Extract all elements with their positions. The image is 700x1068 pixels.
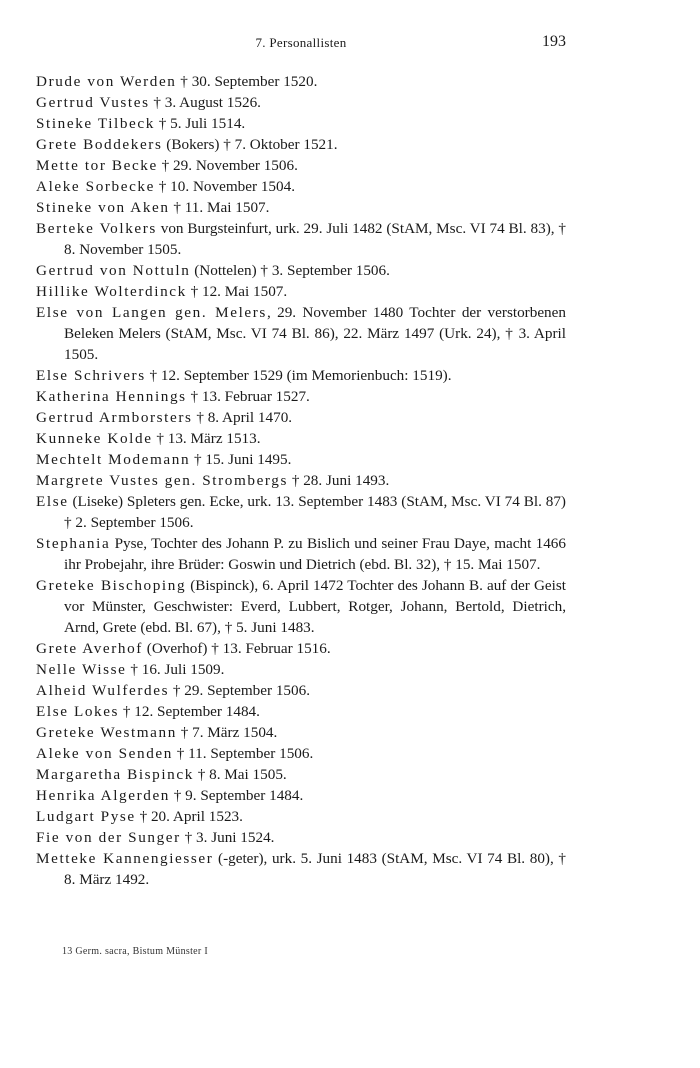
entry-name: Katherina Hennings [36, 388, 187, 405]
entry-name: Metteke Kannengiesser [36, 850, 214, 867]
list-item [36, 155, 566, 176]
entry-text: (Bokers) † 7. Oktober 1521. [162, 136, 338, 153]
entry-name: Nelle Wisse [36, 661, 127, 678]
entry-name: Aleke Sorbecke [36, 178, 155, 195]
list-item [36, 218, 566, 260]
entry-name: Fie von der Sunger [36, 829, 181, 846]
list-item [36, 785, 566, 806]
entry-text: † 12. September 1529 (im Memorienbuch: 1519). [145, 367, 452, 384]
entry-name: Gertrud Vustes [36, 94, 150, 111]
list-item [36, 764, 566, 785]
entry-text: (Nottelen) † 3. September 1506. [190, 262, 390, 279]
list-item [36, 491, 566, 533]
entry-name: Kunneke Kolde [36, 430, 153, 447]
list-item [36, 134, 566, 155]
sheet-signature: 13 Germ. sacra, Bistum Münster I [62, 946, 208, 957]
entry-text: † 11. September 1506. [172, 745, 314, 762]
entry-text: † 29. November 1506. [157, 157, 298, 174]
list-item [36, 260, 566, 281]
list-item [36, 281, 566, 302]
entry-text: † 30. September 1520. [176, 73, 318, 90]
entry-text: † 8. Mai 1505. [193, 766, 287, 783]
entry-text: † 16. Juli 1509. [126, 661, 225, 678]
entry-list [36, 71, 566, 890]
list-item [36, 659, 566, 680]
entry-name: Grete Averhof [36, 640, 143, 657]
list-item [36, 113, 566, 134]
entry-name: Else Lokes [36, 703, 120, 720]
entry-name: Alheid Wulferdes [36, 682, 170, 699]
entry-text: , 29. November 1480 Tochter der verstorbenen Beleken Melers (StAM, Msc. VI 74 Bl. 86), 22. März 1497 (Urk. 24), † 3. April 1505. [64, 304, 566, 363]
entry-text: † 7. März 1504. [176, 724, 278, 741]
entry-text: † 20. April 1523. [135, 808, 243, 825]
entry-name: Hillike Wolterdinck [36, 283, 187, 300]
entry-text: von Burgsteinfurt, urk. 29. Juli 1482 (StAM, Msc. VI 74 Bl. 83), † 8. November 1505. [64, 220, 566, 258]
entry-text: † 29. September 1506. [169, 682, 310, 699]
entry-name: Stephania [36, 535, 111, 552]
entry-name: Stineke von Aken [36, 199, 170, 216]
entry-text: † 11. Mai 1507. [169, 199, 270, 216]
entry-name: Else von Langen gen. Melers [36, 304, 267, 321]
list-item [36, 176, 566, 197]
list-item [36, 533, 566, 575]
list-item [36, 365, 566, 386]
list-item [36, 848, 566, 890]
entry-text: † 10. November 1504. [154, 178, 296, 195]
entry-name: Stineke Tilbeck [36, 115, 155, 132]
entry-name: Ludgart Pyse [36, 808, 136, 825]
entry-text: (Overhof) † 13. Februar 1516. [142, 640, 331, 657]
list-item [36, 407, 566, 428]
list-item [36, 386, 566, 407]
list-item [36, 638, 566, 659]
entry-name: Henrika Algerden [36, 787, 170, 804]
entry-name: Berteke Volkers [36, 220, 157, 237]
list-item [36, 701, 566, 722]
entry-name: Drude von Werden [36, 73, 177, 90]
entry-name: Gertrud von Nottuln [36, 262, 191, 279]
entry-text: (Liseke) Spleters gen. Ecke, urk. 13. September 1483 (StAM, Msc. VI 74 Bl. 87) † 2. September 1506. [64, 493, 566, 531]
entry-text: † 12. Mai 1507. [186, 283, 288, 300]
list-item [36, 827, 566, 848]
list-item [36, 575, 566, 638]
entry-name: Greteke Westmann [36, 724, 177, 741]
entry-name: Gertrud Armborsters [36, 409, 193, 426]
entry-text: Pyse, Tochter des Johann P. zu Bislich und seiner Frau Daye, macht 1466 ihr Probejahr, ihre Brüder: Goswin und Dietrich (ebd. Bl. 32), † 15. Mai 1507. [64, 535, 566, 573]
list-item [36, 197, 566, 218]
list-item [36, 92, 566, 113]
list-item [36, 680, 566, 701]
list-item [36, 449, 566, 470]
entry-text: (Bispinck), 6. April 1472 Tochter des Johann B. auf der Geist vor Münster, Geschwister: Everd, Lubbert, Rotger, Johann, Bertold, Dietrich, Arnd, Grete (ebd. Bl. 67), † 5. Juni 1483. [64, 577, 567, 636]
running-title: 7. Personallisten [255, 35, 347, 50]
list-item [36, 302, 566, 365]
entry-name: Mette tor Becke [36, 157, 158, 174]
list-item [36, 470, 566, 491]
entry-text: † 3. Juni 1524. [180, 829, 275, 846]
entry-name: Grete Boddekers [36, 136, 163, 153]
entry-name: Margrete Vustes gen. Strombergs [36, 472, 289, 489]
list-item [36, 428, 566, 449]
entry-text: † 28. Juni 1493. [288, 472, 390, 489]
list-item [36, 722, 566, 743]
page-header [36, 33, 566, 55]
entry-name: Aleke von Senden [36, 745, 173, 762]
entry-name: Margaretha Bispinck [36, 766, 194, 783]
list-item [36, 71, 566, 92]
entry-name: Else Schrivers [36, 367, 146, 384]
entry-text: † 3. August 1526. [149, 94, 261, 111]
entry-text: † 13. März 1513. [152, 430, 261, 447]
entry-text: † 15. Juni 1495. [190, 451, 292, 468]
page-number: 193 [542, 33, 566, 50]
entry-name: Mechtelt Modemann [36, 451, 191, 468]
list-item [36, 806, 566, 827]
list-item [36, 743, 566, 764]
entry-name: Greteke Bischoping [36, 577, 187, 594]
entry-name: Else [36, 493, 69, 510]
entry-text: † 12. September 1484. [119, 703, 260, 720]
entry-text: † 5. Juli 1514. [154, 115, 246, 132]
entry-text: † 9. September 1484. [169, 787, 304, 804]
entry-text: (-geter), urk. 5. Juni 1483 (StAM, Msc. VI 74 Bl. 80), † 8. März 1492. [64, 850, 566, 888]
entry-text: † 8. April 1470. [192, 409, 293, 426]
entry-text: † 13. Februar 1527. [186, 388, 310, 405]
